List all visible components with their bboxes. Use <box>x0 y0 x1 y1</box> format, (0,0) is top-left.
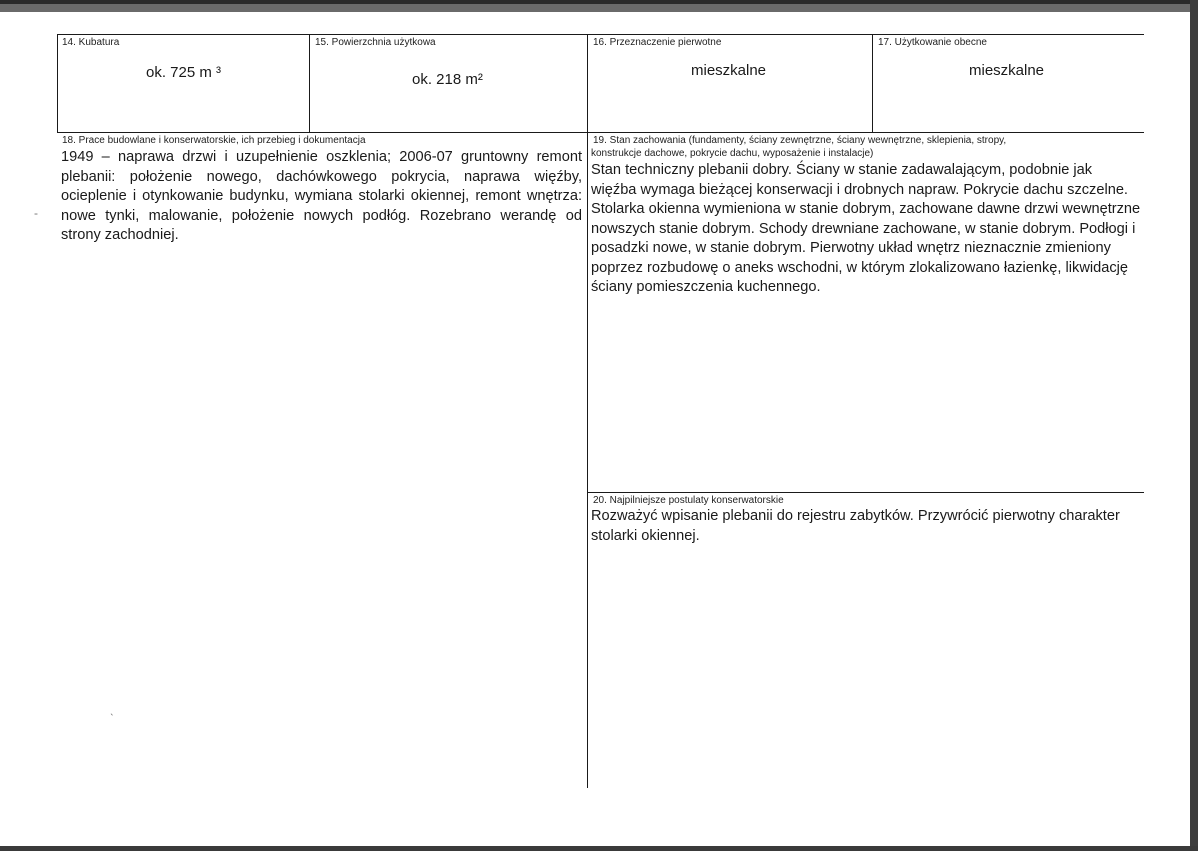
cell-19-text: Stan techniczny plebanii dobry. Ściany w stanie zadawalającym, podobnie jak więźba wymaga bieżącej konserwacji i drobnych napraw. Pokrycie dachu szczelne. Stolarka okienna wymieniona w stanie dobrym, zachowane dawne drzwi wewnętrzne nowszych stanie dobrym. Schody drewniane zachowane, w stanie dobrym. Podłogi i posadzki nowe, w stanie dobrym. Pierwotny układ wnętrz nieznacznie zmieniony poprzez rozbudowę o aneks wschodni, w którym zlokalizowano łazienkę, likwidację ściany pomieszczenia kuchennego. <box>591 162 1141 295</box>
cell-20-label: 20. Najpilniejsze postulaty konserwatorskie <box>593 495 784 506</box>
scan-speck-2: ˎ <box>110 702 114 716</box>
cell-19-label-line1: 19. Stan zachowania (fundamenty, ściany zewnętrzne, ściany wewnętrzne, sklepienia, stropy, <box>593 135 1007 146</box>
cell-17-label: 17. Użytkowanie obecne <box>878 37 987 48</box>
cell-16-label: 16. Przeznaczenie pierwotne <box>593 37 722 48</box>
scan-speck-1: - <box>34 206 38 220</box>
grid-line-col2 <box>309 34 310 133</box>
cell-14-label: 14. Kubatura <box>62 37 120 48</box>
cell-16-value: mieszkalne <box>691 62 767 79</box>
cell-20-text: Rozważyć wpisanie plebanii do rejestru zabytków. Przywrócić pierwotny charakter stolarki okiennej. <box>591 508 1120 544</box>
cell-18-text: 1949 – naprawa drzwi i uzupełnienie oszklenia; 2006-07 gruntowny remont plebanii: położenie nowego, dachówkowego pokrycia, naprawa więźby, ocieplenie i otynkowanie budynku, wymiana stolarki okiennej, remont wnętrza: nowe tynki, malowanie, położenie nowych podłóg. Rozebrano werandę od strony zachodniej. <box>61 149 582 243</box>
grid-line-center <box>587 34 588 788</box>
scan-edge-bottom <box>0 846 1198 851</box>
grid-line-col4 <box>872 34 873 133</box>
cell-19-label-line2: konstrukcje dachowe, pokrycie dachu, wyposażenie i instalacje) <box>591 148 874 159</box>
scan-edge-top-dark <box>0 0 1198 4</box>
cell-15-value: ok. 218 m² <box>412 71 483 88</box>
cell-15-label: 15. Powierzchnia użytkowa <box>315 37 436 48</box>
cell-14-value: ok. 725 m ³ <box>146 64 222 81</box>
grid-line-row1-bottom <box>57 132 1144 133</box>
grid-line-top <box>57 34 1144 35</box>
grid-line-left <box>57 34 58 133</box>
cell-18-label: 18. Prace budowlane i konserwatorskie, ich przebieg i dokumentacja <box>62 135 366 146</box>
cell-17-value: mieszkalne <box>969 62 1045 79</box>
scan-edge-right <box>1190 0 1198 851</box>
grid-line-row3-top <box>587 492 1144 493</box>
